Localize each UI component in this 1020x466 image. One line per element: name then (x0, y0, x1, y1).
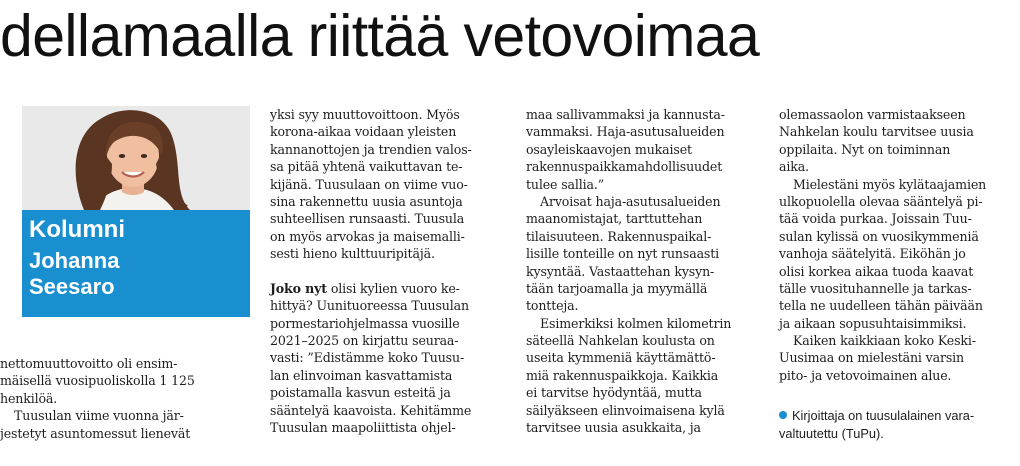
bullet-dot-icon (779, 411, 787, 419)
columnist-photo (22, 106, 250, 210)
lead-in-bold: Joko nyt (270, 280, 327, 296)
text-column-1 (0, 355, 240, 442)
text-line: aika. (779, 159, 809, 175)
text-line: tarvitsee uusia asukkaita, ja (526, 420, 701, 436)
text-line: Arvoisat haja-asutusalueiden (540, 193, 721, 209)
text-line: mäisellä vuosipuoliskolla 1 125 (0, 373, 195, 389)
writer-note-line (779, 407, 974, 425)
text-line: rakennuspaikkamahdollisuudet (526, 159, 723, 175)
text-line: sa pitää yhtenä vaikuttavan te- (270, 159, 463, 175)
text-line: ulkopuolella olevaa sääntelyä pi- (779, 193, 983, 209)
text-line: Esimerkiksi kolmen kilometrin (540, 315, 732, 331)
text-line: Kaiken kaikkiaan koko Keski- (793, 333, 976, 349)
text-line: sulan kylissä on vuosikymmeniä (779, 228, 979, 244)
text-line: kannanottojen ja trendien valos- (270, 141, 472, 157)
text-line: Mielestäni myös kylätaajamien (793, 176, 987, 192)
writer-note (779, 407, 974, 442)
text-line: nettomuuttovoitto oli ensim- (0, 356, 178, 371)
text-line: kijänä. Tuusulaan on viime vuo- (270, 176, 468, 192)
text-line: tulee sallia.” (526, 176, 605, 192)
text-line: osayleiskaavojen mukaiset (526, 141, 692, 157)
text-line: miä rakennuspaikkoja. Kaikkia (526, 367, 719, 383)
text-line: tälle vuosituhannelle ja tarkas- (779, 280, 972, 296)
text-line: Tuusulan viime vuonna jär- (14, 408, 184, 424)
text-line: vanhoja säätelyitä. Eiköhän jo (779, 246, 966, 262)
text-line: olemassaolon varmistaakseen (779, 107, 966, 122)
text-line: vammaksi. Haja-asutusalueiden (526, 124, 725, 140)
writer-note-text: Kirjoittaja on tuusulalainen vara- (792, 408, 975, 423)
text-line: Tuusulan maapoliittista ohjel- (270, 420, 456, 436)
text-line: sesti hieno kulttuuripitäjä. (270, 246, 435, 262)
writer-note-line: valtuutettu (TuPu). (779, 425, 884, 441)
text-line: olisi korkea aikaa tuoda kaavat (779, 263, 974, 279)
text-line: tilaisuuteen. Rakennuspaikal- (526, 228, 712, 244)
text-line: korona-aikaa voidaan yleisten (270, 124, 457, 140)
text-line: Uusimaa on mielestäni varsin (779, 350, 964, 366)
columnist-first-name: Johanna (29, 248, 120, 273)
text-line: Nahkelan koulu tarvitsee uusia (779, 124, 974, 140)
text-line: pormestariohjelmassa vuosille (270, 315, 460, 331)
text-line: yksi syy muuttovoittoon. Myös (270, 107, 460, 122)
text-line: tella ne uudelleen tähän päivään (779, 298, 983, 314)
text-line: vasti: ”Edistämme koko Tuusu- (270, 350, 465, 366)
text-line: lisille tonteille on nyt runsaasti (526, 246, 720, 262)
text-line: 2021–2025 on kirjattu seuraa- (270, 333, 459, 349)
text-line: jestetyt asuntomessut lienevät (0, 425, 191, 441)
text-line: oppilaita. Nyt on toiminnan (779, 141, 951, 157)
columnist-label-box (22, 210, 250, 317)
text-line: sina rakennettu uusia asuntoja (270, 193, 463, 209)
headline: dellamaalla riittää vetovoimaa (0, 3, 760, 69)
text-line: useita kymmeniä käyttämättö- (526, 350, 716, 366)
text-line: olisi kylien vuoro ke- (330, 280, 460, 296)
text-line: tää voida purkaa. Joissain Tuu- (779, 211, 972, 227)
text-line: tään tarjoamalla ja myymällä (526, 280, 708, 296)
text-line: säteellä Nahkelan koulusta on (526, 333, 715, 349)
text-column-4 (779, 106, 1019, 384)
text-line: tontteja. (526, 298, 579, 314)
text-column-2 (270, 106, 510, 436)
columnist-last-name: Seesaro (29, 274, 115, 299)
text-line: pito- ja vetovoimainen alue. (779, 367, 952, 383)
text-line: maa sallivammaksi ja kannusta- (526, 107, 725, 122)
text-line: kysyntää. Vastaattehan kysyn- (526, 263, 715, 279)
portrait-image (22, 106, 250, 210)
text-line: säilyäkseen elinvoimaisena kylä (526, 402, 725, 418)
text-line: sääntelyä kaavoista. Kehitämme (270, 402, 472, 418)
text-line: poistamalla kasvun esteitä ja (270, 385, 451, 401)
text-line: hittyä? Uunituoreessa Tuusulan (270, 298, 469, 314)
text-line: henkilöä. (0, 390, 58, 406)
blank-line (270, 263, 510, 280)
text-column-3 (526, 106, 766, 436)
text-line-lead (270, 280, 510, 297)
text-line: lan elinvoiman kasvattamista (270, 367, 453, 383)
text-line: ei tarvitse hyödyntää, mutta (526, 385, 702, 401)
text-line: maanomistajat, tarttuttehan (526, 211, 703, 227)
text-line: on myös arvokas ja maisemalli- (270, 228, 465, 244)
column-label: Kolumni (29, 216, 125, 243)
text-line: suhteellisen runsaasti. Tuusula (270, 211, 465, 227)
text-line: ja aikaan sopusuhtaisimmiksi. (779, 315, 967, 331)
